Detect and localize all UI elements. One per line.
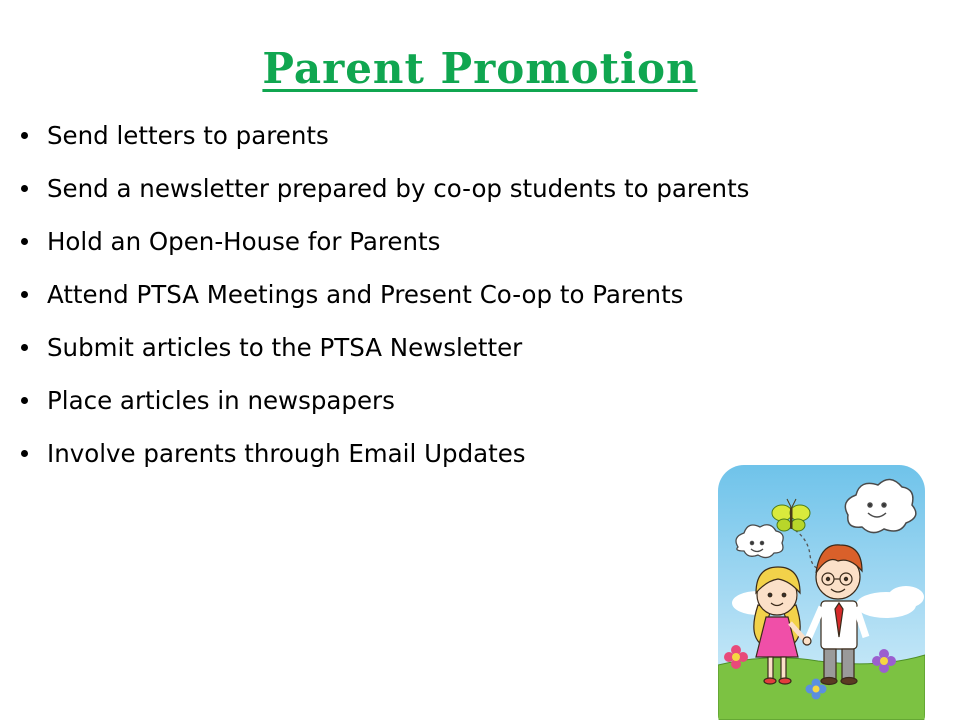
- bullet-icon: [21, 450, 28, 457]
- bullet-item: Send a newsletter prepared by co-op students to parents: [18, 170, 838, 207]
- bullet-icon: [21, 291, 28, 298]
- bullet-icon: [21, 344, 28, 351]
- bullet-icon: [21, 397, 28, 404]
- parents-illustration: [718, 465, 925, 720]
- bullet-item: Hold an Open-House for Parents: [18, 223, 838, 260]
- bullet-item: Place articles in newspapers: [18, 382, 838, 419]
- bullet-item: Submit articles to the PTSA Newsletter: [18, 329, 838, 366]
- bullet-list: [18, 117, 838, 488]
- bullet-icon: [21, 238, 28, 245]
- bullet-item: Involve parents through Email Updates: [18, 435, 838, 472]
- bullet-item: Attend PTSA Meetings and Present Co-op to Parents: [18, 276, 838, 313]
- slide-title: [0, 44, 960, 93]
- bullet-item: Send letters to parents: [18, 117, 838, 154]
- slide-title-text: Parent Promotion: [262, 44, 698, 93]
- bullet-icon: [21, 132, 28, 139]
- bullet-icon: [21, 185, 28, 192]
